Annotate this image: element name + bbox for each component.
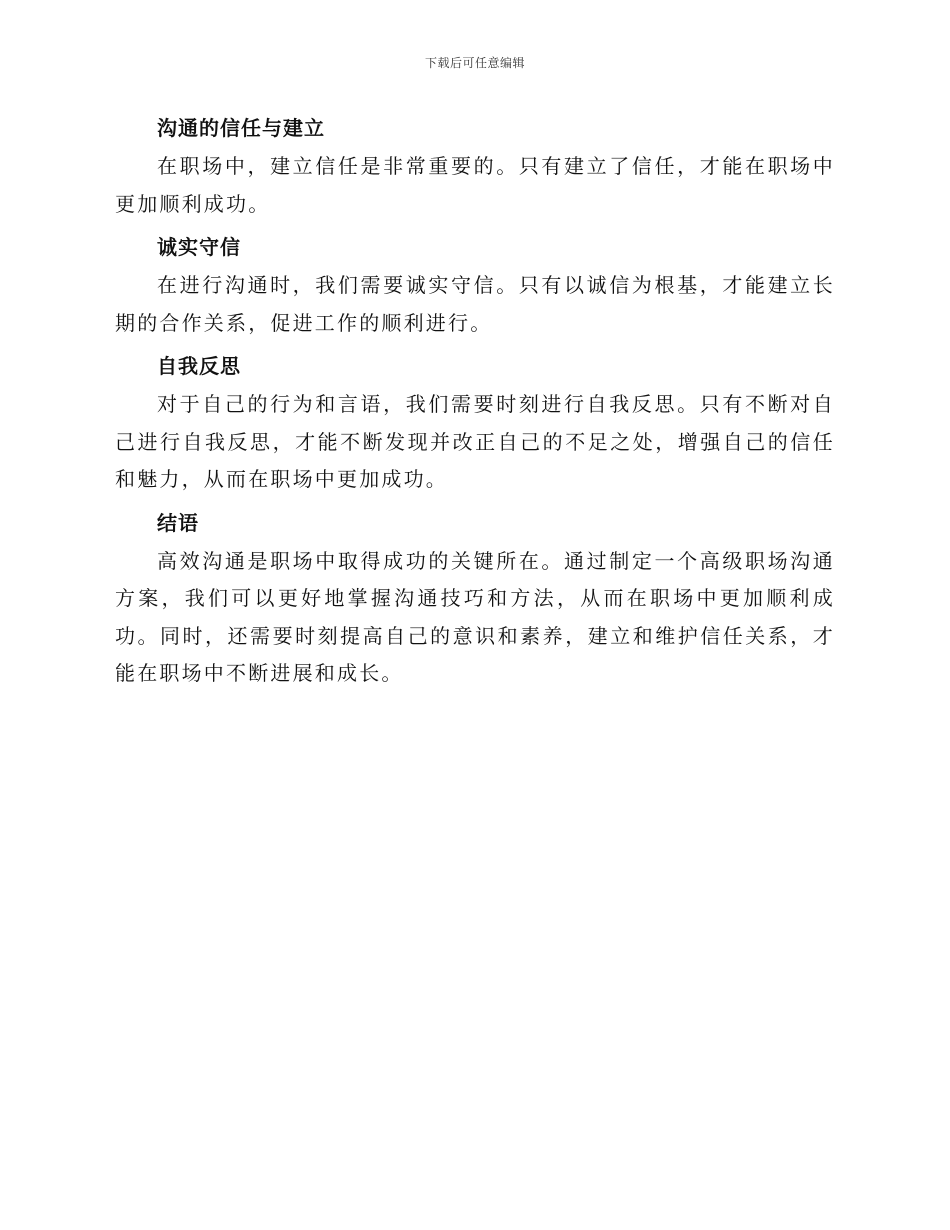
section-paragraph: 对于自己的行为和言语，我们需要时刻进行自我反思。只有不断对自己进行自我反思，才能不断发现并改正自己的不足之处，增强自己的信任和魅力，从而在职场中更加成功。 bbox=[115, 392, 835, 491]
section-conclusion bbox=[115, 505, 835, 693]
section-paragraph: 在职场中，建立信任是非常重要的。只有建立了信任，才能在职场中更加顺利成功。 bbox=[115, 154, 835, 216]
section-heading: 沟通的信任与建立 bbox=[157, 116, 325, 140]
page-header: 下载后可任意编辑 bbox=[424, 56, 525, 70]
section-trust-building bbox=[115, 110, 835, 223]
section-heading: 诚实守信 bbox=[157, 235, 241, 259]
section-heading: 结语 bbox=[157, 510, 199, 535]
section-paragraph: 高效沟通是职场中取得成功的关键所在。通过制定一个高级职场沟通方案，我们可以更好地掌握沟通技巧和方法，从而在职场中更加顺利成功。同时，还需要时刻提高自己的意识和素养，建立和维护信任关系，才能在职场中不断进展和成长。 bbox=[115, 548, 835, 685]
section-honesty bbox=[115, 229, 835, 342]
section-paragraph: 在进行沟通时，我们需要诚实守信。只有以诚信为根基，才能建立长期的合作关系，促进工作的顺利进行。 bbox=[115, 273, 835, 335]
section-heading: 自我反思 bbox=[157, 354, 241, 378]
document-body bbox=[115, 110, 835, 699]
section-self-reflection bbox=[115, 348, 835, 499]
